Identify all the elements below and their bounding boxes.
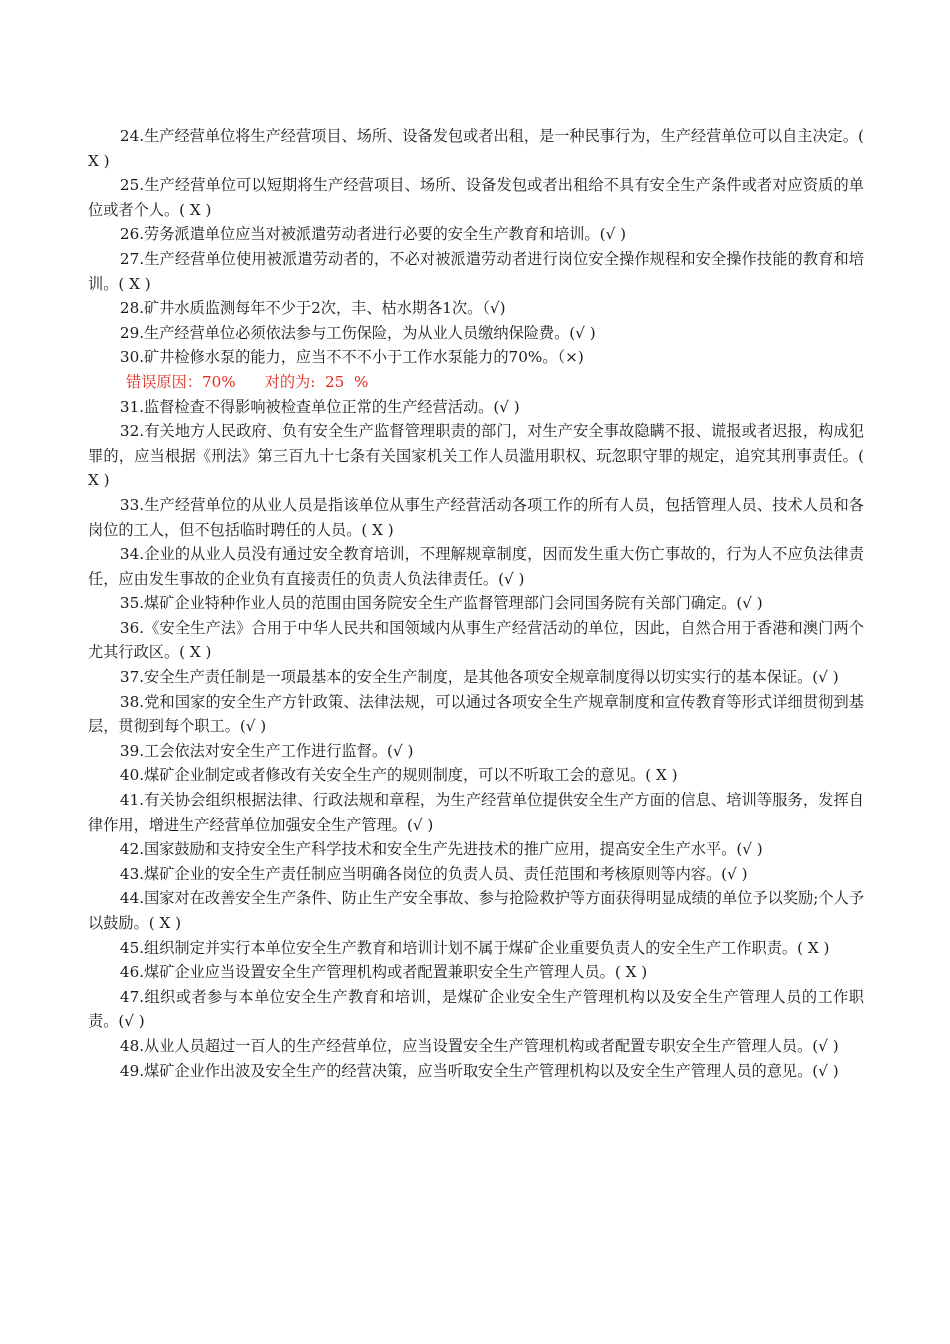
- question-37: 37.安全生产责任制是一项最基本的安全生产制度，是其他各项安全规章制度得以切实实行的基本保证。(√ ): [119, 668, 839, 687]
- question-27: 27.生产经营单位使用被派遣劳动者的，不必对被派遣劳动者进行岗位安全操作规程和安全操作技能的教育和培训。( X ): [88, 249, 864, 293]
- question-29: 29.生产经营单位必须依法参与工伤保险，为从业人员缴纳保险费。(√ ): [119, 323, 596, 342]
- question-46: 46.煤矿企业应当设置安全生产管理机构或者配置兼职安全生产管理人员。( X ): [119, 963, 648, 982]
- question-44: 44.国家对在改善安全生产条件、防止生产安全事故、参与抢险救护等方面获得明显成绩的单位予以奖励;个人予以鼓励。( X ): [88, 889, 864, 932]
- question-36: 36.《安全生产法》合用于中华人民共和国领域内从事生产经营活动的单位，因此，自然合用于香港和澳门两个尤其行政区。( X ): [88, 618, 864, 662]
- question-26: 26.劳务派遣单位应当对被派遣劳动者进行必要的安全生产教育和培训。(√ ): [119, 225, 627, 244]
- question-28: 28.矿井水质监测每年不少于2次，丰、枯水期各1次。（√): [119, 299, 506, 318]
- question-32: 32.有关地方人民政府、负有安全生产监督管理职责的部门，对生产安全事故隐瞒不报、谎报或者迟报，构成犯罪的，应当根据《刑法》第三百九十七条有关国家机关工作人员滥用职权、玩忽职守罪的规定，追究其刑事责任。( X ): [88, 422, 864, 490]
- question-48: 48.从业人员超过一百人的生产经营单位，应当设置安全生产管理机构或者配置专职安全生产管理人员。(√ ): [119, 1036, 839, 1055]
- question-43: 43.煤矿企业的安全生产责任制应当明确各岗位的负责人员、责任范围和考核原则等内容。(√ ): [119, 864, 748, 883]
- question-41: 41.有关协会组织根据法律、行政法规和章程，为生产经营单位提供安全生产方面的信息、培训等服务，发挥自律作用，增进生产经营单位加强安全生产管理。(√ ): [88, 791, 864, 834]
- question-45: 45.组织制定并实行本单位安全生产教育和培训计划不属于煤矿企业重要负责人的安全生产工作职责。( X ): [119, 938, 830, 957]
- question-40: 40.煤矿企业制定或者修改有关安全生产的规则制度，可以不听取工会的意见。( X ): [119, 766, 678, 785]
- question-39: 39.工会依法对安全生产工作进行监督。(√ ): [119, 741, 414, 760]
- question-38: 38.党和国家的安全生产方针政策、法律法规，可以通过各项安全生产规章制度和宣传教育等形式详细贯彻到基层，贯彻到每个职工。(√ ): [88, 692, 864, 736]
- question-35: 35.煤矿企业特种作业人员的范围由国务院安全生产监督管理部门会同国务院有关部门确定。(√ ): [119, 594, 763, 613]
- question-30: 30.矿井检修水泵的能力，应当不不不小于工作水泵能力的70%。（×): [119, 348, 584, 367]
- correction-note: 错误原因：70% 对的为: 25 %: [126, 372, 369, 391]
- question-49: 49.煤矿企业作出波及安全生产的经营决策，应当听取安全生产管理机构以及安全生产管理人员的意见。(√ ): [119, 1061, 839, 1080]
- document-body: [88, 124, 864, 1083]
- question-24: 24.生产经营单位将生产经营项目、场所、设备发包或者出租，是一种民事行为，生产经营单位可以自主决定。( X ): [88, 127, 864, 170]
- question-31: 31.监督检查不得影响被检查单位正常的生产经营活动。(√ ): [119, 397, 520, 416]
- question-33: 33.生产经营单位的从业人员是指该单位从事生产经营活动各项工作的所有人员，包括管理人员、技术人员和各岗位的工人，但不包括临时聘任的人员。( X ): [88, 495, 864, 539]
- question-47: 47.组织或者参与本单位安全生产教育和培训，是煤矿企业安全生产管理机构以及安全生产管理人员的工作职责。(√ ): [88, 987, 864, 1031]
- question-42: 42.国家鼓励和支持安全生产科学技术和安全生产先进技术的推广应用，提高安全生产水平。(√ ): [119, 840, 763, 859]
- question-34: 34.企业的从业人员没有通过安全教育培训，不理解规章制度，因而发生重大伤亡事故的，行为人不应负法律责任，应由发生事故的企业负有直接责任的负责人负法律责任。(√ ): [88, 545, 864, 588]
- question-25: 25.生产经营单位可以短期将生产经营项目、场所、设备发包或者出租给不具有安全生产条件或者对应资质的单位或者个人。( X ): [88, 176, 864, 219]
